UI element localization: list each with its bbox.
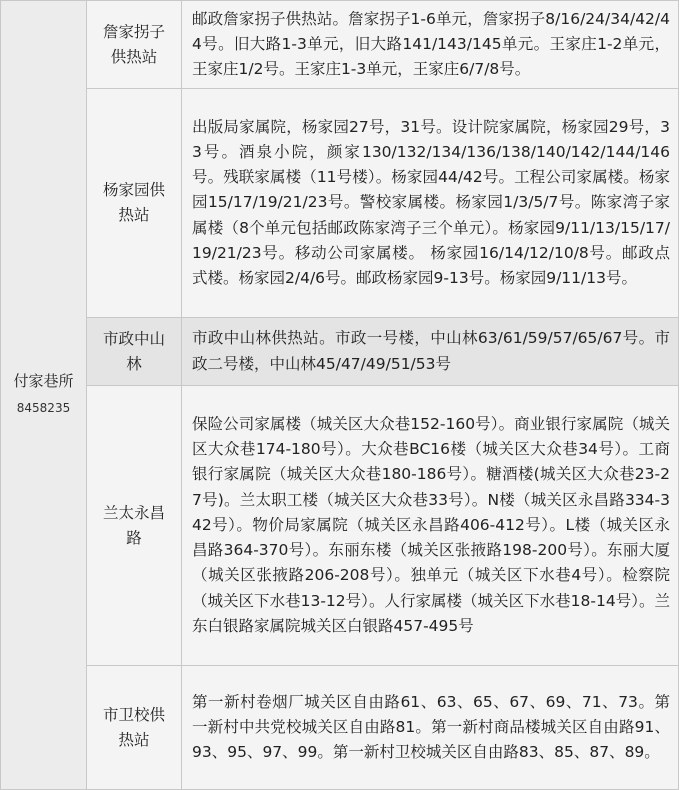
station-name: 市卫校供热站 (87, 666, 182, 790)
district-name: 付家巷所 (13, 372, 74, 390)
district-cell (1, 1, 87, 790)
table-row (1, 1, 679, 89)
table-row (1, 89, 679, 318)
table-row (1, 386, 679, 666)
district-phone: 8458235 (16, 401, 71, 415)
table-row (1, 666, 679, 790)
station-name: 兰太永昌路 (87, 386, 182, 666)
station-areas: 邮政詹家拐子供热站。詹家拐子1-6单元，詹家拐子8/16/24/34/42/44号。旧大路1-3单元，旧大路141/143/145单元。王家庄1-2单元，王家庄1/2号。王家庄1-3单元，王家庄6/7/8号。 (182, 1, 679, 89)
station-name: 市政中山林 (87, 318, 182, 386)
station-areas: 第一新村卷烟厂城关区自由路61、63、65、67、69、71、73。第一新村中共党校城关区自由路81。第一新村商品楼城关区自由路91、93、95、97、99。第一新村卫校城关区自由路83、85、87、89。 (182, 666, 679, 790)
station-areas: 保险公司家属楼（城关区大众巷152-160号）。商业银行家属院（城关区大众巷174-180号）。大众巷BC16楼（城关区大众巷34号）。工商银行家属院（城关区大众巷180-186号）。糖酒楼(城关区大众巷23-27号)。兰太职工楼（城关区大众巷33号）。N楼（城关区永昌路334-342号）。物价局家属院（城关区永昌路406-412号）。L楼（城关区永昌路364-370号）。东丽东楼（城关区张掖路198-200号）。东丽大厦（城关区张掖路206-208号）。独单元（城关区下水巷4号）。检察院（城关区下水巷13-12号）。人行家属楼（城关区下水巷18-14号）。兰东白银路家属院城关区白银路457-495号 (182, 386, 679, 666)
station-areas: 市政中山林供热站。市政一号楼，中山林63/61/59/57/65/67号。市政二号楼，中山林45/47/49/51/53号 (182, 318, 679, 386)
station-name: 杨家园供热站 (87, 89, 182, 318)
station-name: 詹家拐子供热站 (87, 1, 182, 89)
table-row (1, 318, 679, 386)
station-areas: 出版局家属院，杨家园27号，31号。设计院家属院，杨家园29号，33号。酒泉小院，颜家130/132/134/136/138/140/142/144/146号。残联家属楼（11号楼）。杨家园44/42号。工程公司家属楼。杨家园15/17/19/21/23号。警校家属楼。杨家园1/3/5/7号。陈家湾子家属楼（8个单元包括邮政陈家湾子三个单元）。杨家园9/11/13/15/17/19/21/23号。移动公司家属楼。 杨家园16/14/12/10/8号。邮政点式楼。杨家园2/4/6号。邮政杨家园9-13号。杨家园9/11/13号。 (182, 89, 679, 318)
